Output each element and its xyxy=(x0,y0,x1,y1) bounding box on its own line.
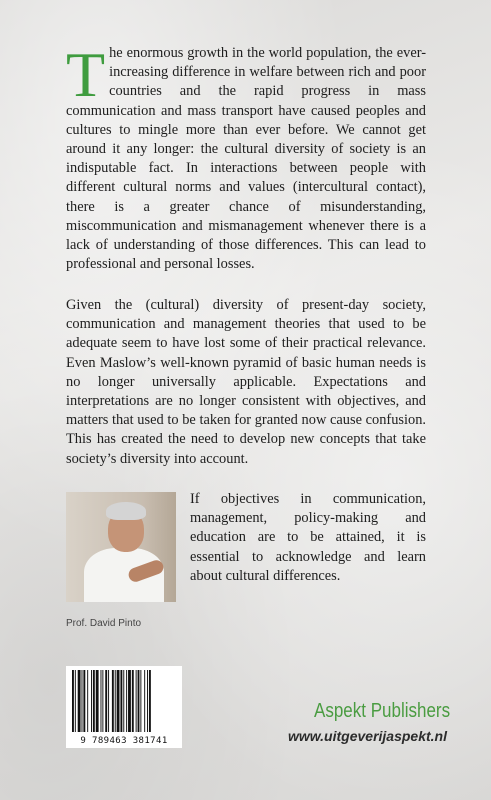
paragraph-objectives: If objectives in communication, management, policy-making and education are to be attained, it is essential to acknowledge and learn about cultural differences. xyxy=(190,491,426,584)
photo-caption: Prof. David Pinto xyxy=(66,618,142,629)
barcode-bars xyxy=(72,670,176,732)
publisher-name: Aspekt Publishers xyxy=(313,700,450,722)
paragraph-diversity: Given the (cultural) diversity of present-day society, communication and management theories that used to be adequate seem to have lost some of their practical relevance. Even Maslow’s well-known pyramid of basic human needs is no longer universally applicable. Expectations and interpretations are no longer consistent with objectives, and matters that used to be taken for granted now cause confusion. This has created the need to develop new concepts that take society’s diversity into account. xyxy=(66,297,426,467)
publisher-website[interactable]: www.uitgeverijaspekt.nl xyxy=(288,728,447,744)
isbn-barcode xyxy=(66,666,182,748)
drop-cap: T xyxy=(66,39,106,110)
paragraph-intro xyxy=(66,39,426,274)
author-photo xyxy=(66,492,176,602)
isbn-number: 9 789463 381741 xyxy=(80,736,168,746)
paragraph-intro-text: he enormous growth in the world population, the ever-increasing difference in welfare between rich and poor countries and the rapid progress in mass communication and mass transport have caused peoples and cultures to mingle more than ever before. We cannot get around it any longer: the cultural diversity of society is an indisputable fact. In interactions between people with different cultural norms and values (intercultural contact), there is a greater chance of misunderstanding, miscommunication and mismanagement whenever there is a lack of understanding of those differences. This can lead to professional and personal losses. xyxy=(66,45,426,273)
